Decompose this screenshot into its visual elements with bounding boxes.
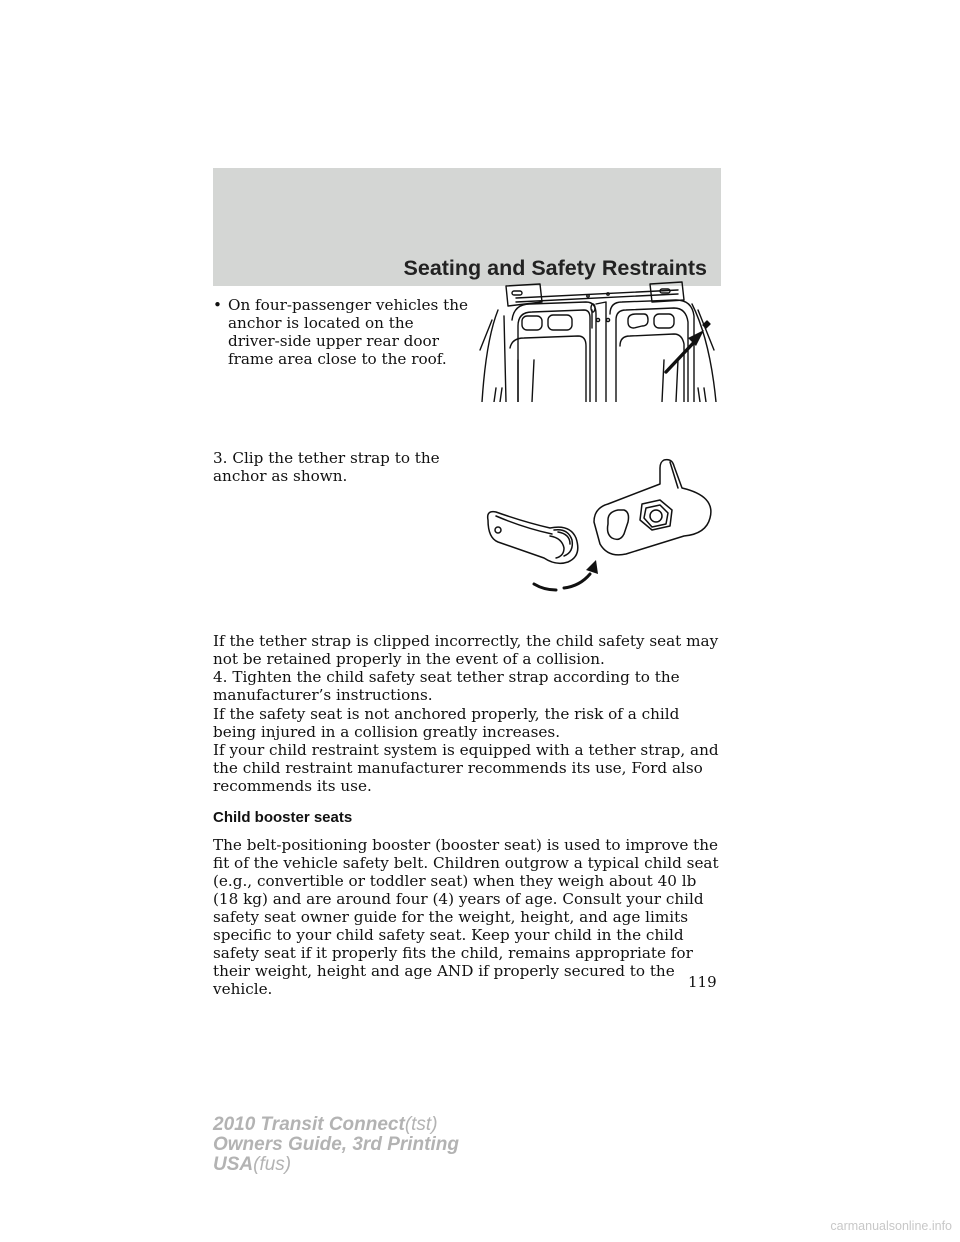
page-number: 119 — [688, 973, 717, 991]
footer-market-code: (fus) — [253, 1154, 292, 1175]
section-title: Seating and Safety Restraints — [403, 256, 707, 280]
bullet-text: On four-passenger vehicles the anchor is located on the driver-side upper rear door frame area close to the roof. — [228, 296, 468, 368]
paragraph-text: If the safety seat is not anchored properly, the risk of a child being injured in a collision greatly increases. — [213, 705, 680, 741]
footer-market: USA — [213, 1154, 254, 1175]
paragraph-text: If your child restraint system is equipped with a tether strap, and the child restraint manufacturer recommends its use, Ford also recommends its use. — [213, 741, 719, 795]
footer-model: 2010 Transit Connect — [213, 1114, 405, 1135]
section-header-band — [213, 168, 721, 286]
paragraph-recommendation — [213, 741, 723, 795]
rear-door-anchor-illustration — [478, 280, 718, 402]
footer-model-code: (tst) — [404, 1114, 438, 1135]
paragraph-text: If the tether strap is clipped incorrectly, the child safety seat may not be retained properly in the event of a collision. — [213, 632, 719, 668]
bullet-symbol: • — [213, 296, 222, 314]
paragraph-tether-incorrect — [213, 632, 723, 668]
booster-seat-body — [213, 836, 723, 998]
paragraph-risk — [213, 705, 723, 741]
step-3-text: 3. Clip the tether strap to the anchor as shown. — [213, 449, 440, 485]
paragraph-step-4 — [213, 668, 723, 704]
footer-printing: Owners Guide, 3rd Printing — [213, 1134, 459, 1155]
document-footer — [213, 1115, 459, 1175]
paragraph-text: The belt-positioning booster (booster seat) is used to improve the fit of the vehicle safety belt. Children outgrow a typical child seat (e.g., convertible or toddler seat) when they weigh about 40 lb (18 kg) and are around four (4) years of age. Consult your child safety seat owner guide for the weight, height, and age limits specific to your child safety seat. Keep your child in the child safety seat if it properly fits the child, remains appropriate for their weight, height and age AND if properly secured to the vehicle. — [213, 836, 719, 998]
tether-clip-illustration — [484, 458, 718, 598]
paragraph-text: 4. Tighten the child safety seat tether strap according to the manufacturer’s instructions. — [213, 668, 680, 704]
section-heading-booster-seats: Child booster seats — [213, 809, 353, 826]
watermark: carmanualsonline.info — [830, 1219, 952, 1233]
